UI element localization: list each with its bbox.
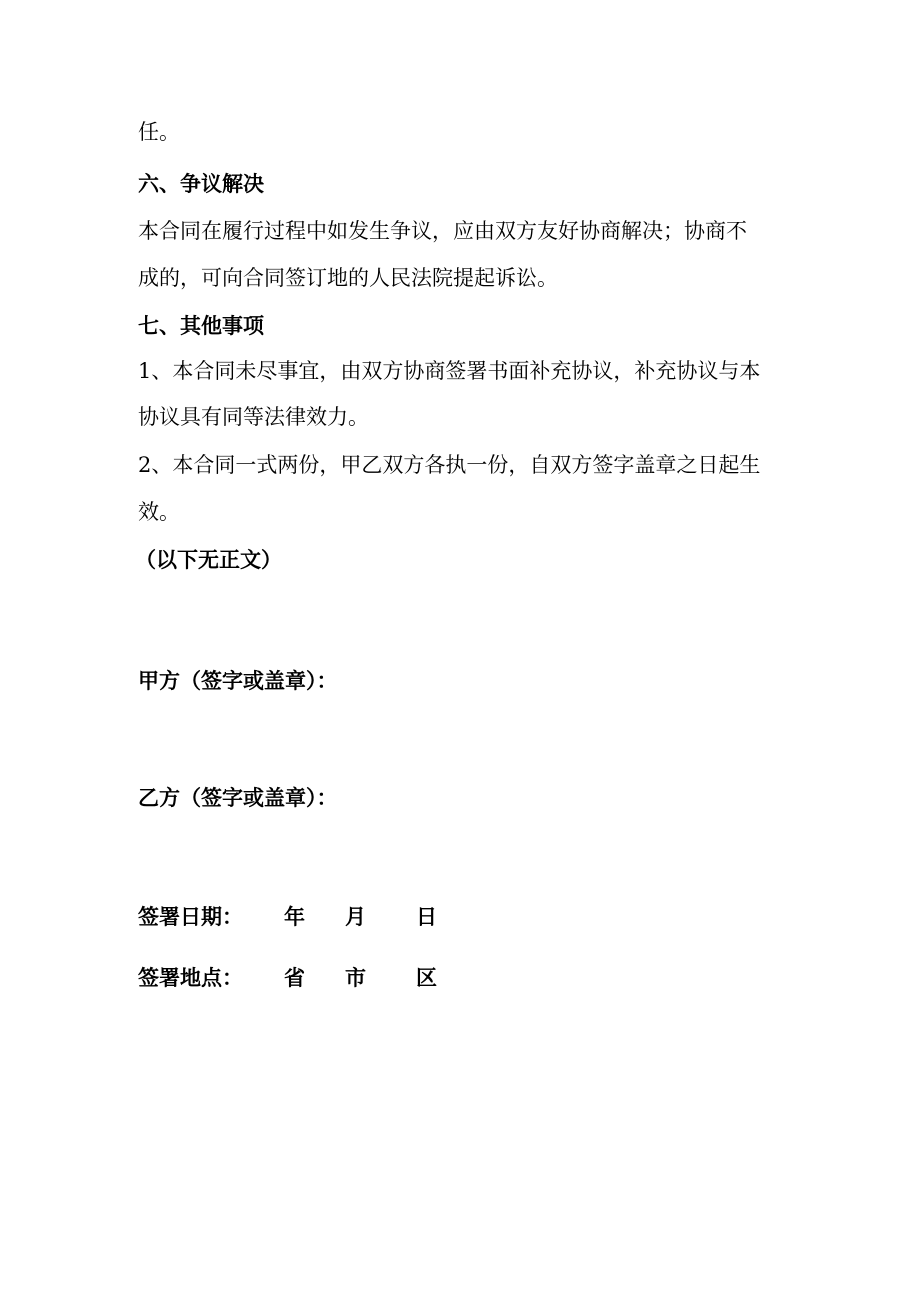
- sign-date-year: 年: [284, 904, 305, 929]
- section6-line-1: 本合同在履行过程中如发生争议，应由双方友好协商解决；协商不: [138, 219, 747, 243]
- section7-item2-line-1: 2、本合同一式两份，甲乙双方各执一份，自双方签字盖章之日起生: [138, 453, 761, 477]
- no-more-text: （以下无正文）: [135, 547, 282, 572]
- party-a-signature-label: 甲方（签字或盖章）：: [138, 668, 338, 693]
- section7-item2-line-2: 效。: [138, 500, 180, 524]
- sign-date-label: 签署日期：: [138, 904, 243, 929]
- party-b-signature-label: 乙方（签字或盖章）：: [138, 785, 338, 810]
- section6-heading: 六、争议解决: [138, 171, 264, 196]
- section7-heading: 七、其他事项: [138, 313, 264, 338]
- sign-place-province: 省: [284, 965, 305, 990]
- continuation-text: 任。: [138, 120, 180, 144]
- sign-date-day: 日: [416, 904, 437, 929]
- section7-item1-line-1: 1、本合同未尽事宜，由双方协商签署书面补充协议，补充协议与本: [138, 359, 761, 383]
- sign-date-month: 月: [345, 904, 366, 929]
- sign-place-city: 市: [345, 965, 366, 990]
- sign-place-district: 区: [416, 965, 437, 990]
- section7-item1-line-2: 协议具有同等法律效力。: [138, 405, 369, 429]
- sign-place-label: 签署地点：: [138, 965, 243, 990]
- section6-line-2: 成的，可向合同签订地的人民法院提起诉讼。: [138, 266, 558, 290]
